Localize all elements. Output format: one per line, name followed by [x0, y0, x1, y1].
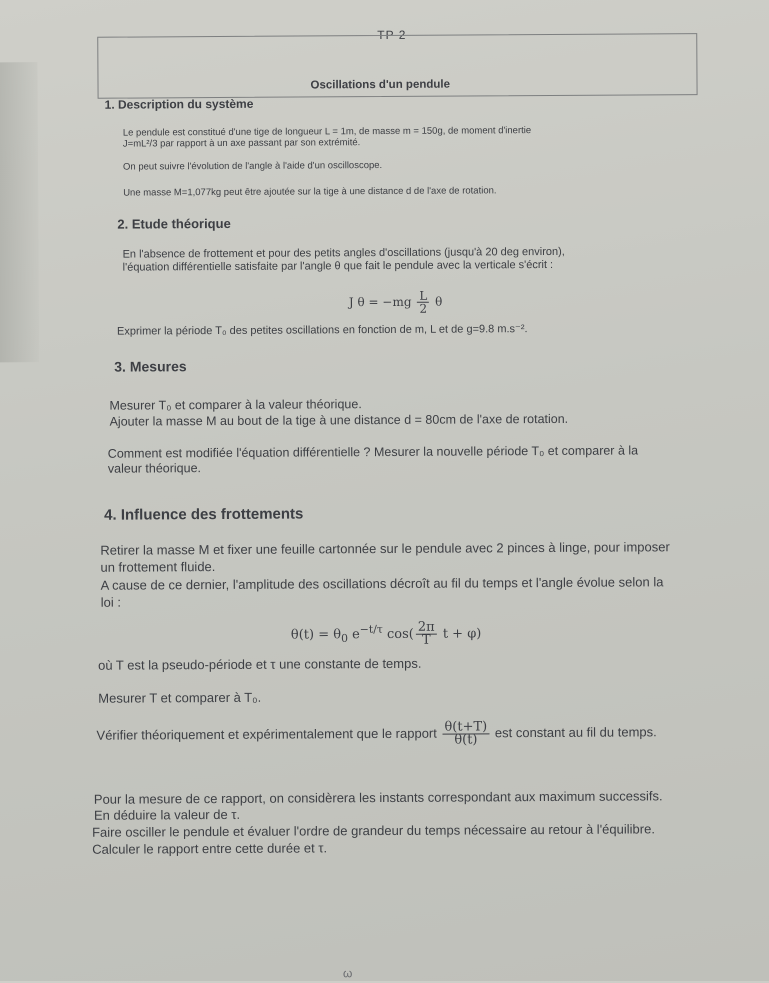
eq-omega-den: T [421, 632, 431, 648]
ratio-fraction [442, 721, 489, 746]
ratio-den: θ(t) [454, 732, 478, 748]
differential-equation [349, 290, 443, 316]
sec2-paragraph-1b: l'équation différentielle satisfaite par l'angle θ que fait le pendule avec la verticale s'écrit : [122, 258, 554, 274]
eq-exponent: −t/τ [359, 622, 383, 636]
sec1-paragraph-1: Le pendule est constitué d'une tige de longueur L = 1m, de masse m = 150g, de moment d'inertie [122, 125, 532, 139]
damped-equation [291, 621, 482, 647]
sec4-paragraph-5 [96, 720, 656, 748]
section-2-heading: 2. Etude théorique [117, 215, 231, 232]
sec1-paragraph-1b: J=mL²/3 par rapport à un axe passant par son extrémité. [122, 137, 361, 150]
sec4-paragraph-1b: un frottement fluide. [100, 559, 216, 575]
eq-fraction-num: L [419, 288, 428, 303]
section-4-heading: 4. Influence des frottements [104, 505, 304, 524]
paper-edge-shadow [0, 62, 39, 362]
page-bottom-mark: ω [342, 966, 353, 981]
sec4-paragraph-4: Mesurer T et comparer à T₀. [98, 689, 262, 706]
eq-omega-num: 2π [417, 619, 435, 635]
sec4-paragraph-1: Retirer la masse M et fixer une feuille cartonnée sur le pendule avec 2 pinces à linge, pour imposer [100, 539, 670, 558]
ratio-intro: Vérifier théoriquement et expérimentalement que le rapport [96, 725, 437, 743]
eq-exp-base: e [347, 627, 360, 643]
sec4-paragraph-3: où T est la pseudo-période et τ une constante de temps. [98, 655, 422, 673]
eq-cos: cos( [382, 626, 414, 643]
sec4-paragraph-2b: loi : [100, 594, 121, 610]
sec1-paragraph-2: On peut suivre l'évolution de l'angle à l'aide d'un oscilloscope. [122, 160, 383, 173]
sec2-paragraph-1: En l'absence de frottement et pour des petits angles d'oscillations (jusqu'à 20 deg environ), [122, 245, 565, 261]
sec4-paragraph-2: A cause de ce dernier, l'amplitude des oscillations décroît au fil du temps et l'angle évolue selon la [100, 574, 664, 593]
sec2-paragraph-2: Exprimer la période T₀ des petites oscillations en fonction de m, L et de g=9.8 m.s⁻². [116, 323, 528, 338]
eq-omega-fraction [416, 619, 437, 648]
eq-theta-sub: 0 [341, 631, 349, 645]
eq-fraction [417, 290, 429, 315]
sec4-paragraph-7: En déduire la valeur de τ. [93, 806, 241, 823]
sec1-paragraph-3: Une masse M=1,077kg peut être ajoutée sur la tige à une distance d de l'axe de rotation. [123, 185, 497, 199]
ratio-outro: est constant au fil du temps. [494, 724, 657, 741]
sec4-paragraph-9: Calculer le rapport entre cette durée et τ. [92, 840, 328, 857]
document-title: Oscillations d'un pendule [310, 78, 451, 92]
eq-theta: θ(t) = θ [290, 627, 342, 643]
tp-number: TP 2 [377, 27, 407, 43]
section-1-heading: 1. Description du système [104, 96, 254, 112]
sec3-paragraph-2: Ajouter la masse M au bout de la tige à une distance d = 80cm de l'axe de rotation. [109, 411, 569, 429]
eq-tail: t + φ) [438, 626, 482, 642]
eq-left: J θ = −mg [348, 294, 412, 310]
eq-fraction-den: 2 [419, 301, 428, 316]
sec4-paragraph-8: Faire osciller le pendule et évaluer l'ordre de grandeur du temps nécessaire au retour à l'équilibre. [92, 821, 655, 840]
sec3-paragraph-3b: valeur théorique. [107, 461, 202, 476]
sec3-paragraph-3: Comment est modifiée l'équation différentielle ? Mesurer la nouvelle période T₀ et comparer à la [107, 443, 639, 461]
ratio-num: θ(t+T) [444, 719, 488, 735]
section-3-heading: 3. Mesures [114, 358, 187, 375]
eq-right: θ [435, 294, 443, 309]
sec4-paragraph-6: Pour la mesure de ce rapport, on considèrera les instants correspondant aux maximum successifs. [93, 788, 663, 807]
sec3-paragraph-1: Mesurer T₀ et comparer à la valeur théorique. [109, 397, 362, 413]
